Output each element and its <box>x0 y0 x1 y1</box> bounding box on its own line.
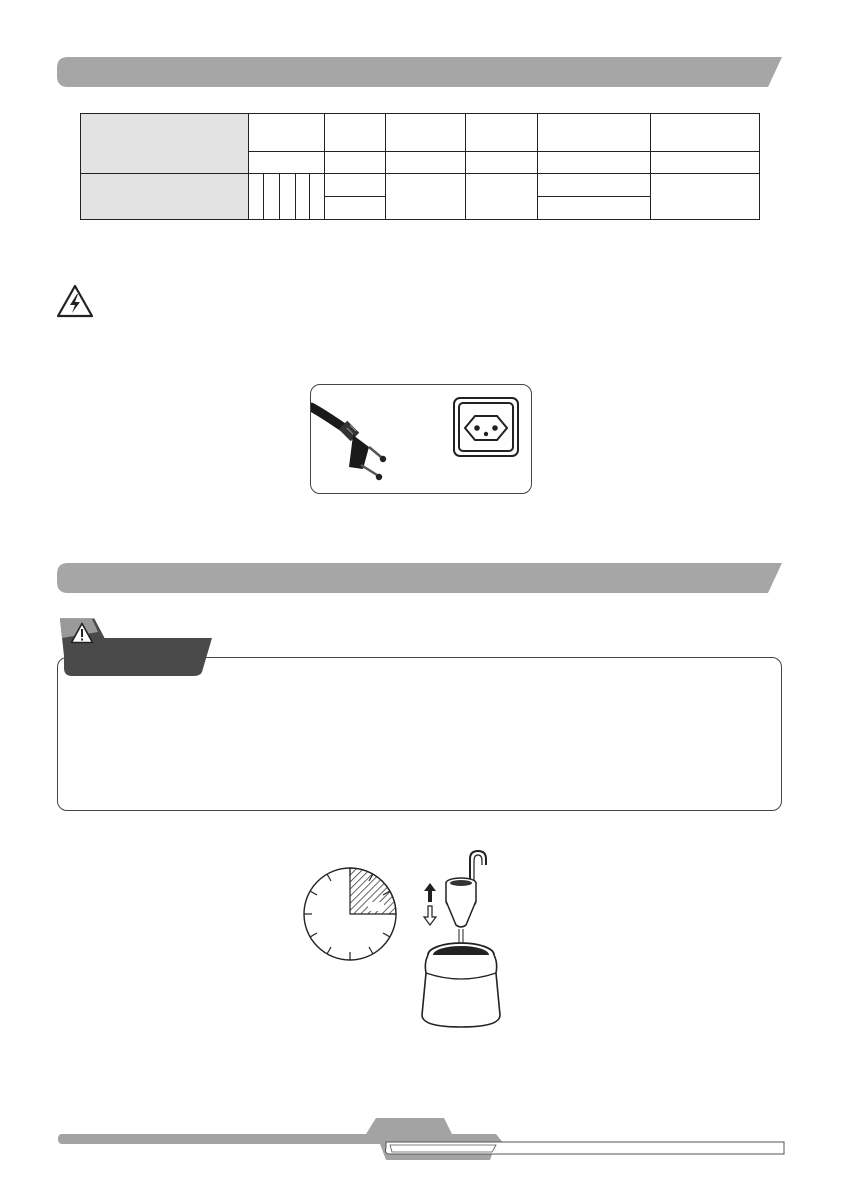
timer-icon <box>302 866 398 962</box>
table-cell <box>537 174 651 197</box>
table-cell <box>651 152 760 174</box>
table-cell <box>248 174 263 220</box>
table-cell <box>537 197 651 220</box>
table-cell <box>279 174 295 220</box>
table-cell <box>385 152 465 174</box>
table-cell <box>325 197 386 220</box>
plug-socket-illustration <box>310 384 532 494</box>
table-cell <box>465 174 537 220</box>
table-cell <box>465 152 537 174</box>
footer-bar <box>56 1114 786 1164</box>
table-cell <box>310 174 325 220</box>
table-cell <box>263 174 279 220</box>
caution-icon <box>70 622 94 644</box>
table-cell <box>325 152 386 174</box>
descaling-pot-icon <box>418 845 520 1031</box>
caution-box <box>57 657 782 811</box>
table-cell <box>385 114 465 152</box>
table-cell <box>385 174 465 220</box>
table-cell <box>248 152 325 174</box>
plug-icon <box>311 385 441 493</box>
table-cell <box>325 114 386 152</box>
table-cell <box>465 114 537 152</box>
table-cell <box>325 174 386 197</box>
table-row-header-1 <box>81 114 249 174</box>
table-row-header-2 <box>81 174 249 220</box>
section-header-bar-2 <box>56 562 782 594</box>
high-voltage-warning-icon <box>56 284 94 318</box>
table-cell <box>537 114 651 152</box>
table-cell <box>248 114 325 152</box>
section-header-bar-1 <box>56 56 782 88</box>
table-cell <box>651 114 760 152</box>
socket-icon <box>453 397 519 457</box>
table-cell <box>295 174 310 220</box>
table-cell <box>537 152 651 174</box>
specification-table <box>80 113 760 220</box>
table-cell <box>651 174 760 220</box>
